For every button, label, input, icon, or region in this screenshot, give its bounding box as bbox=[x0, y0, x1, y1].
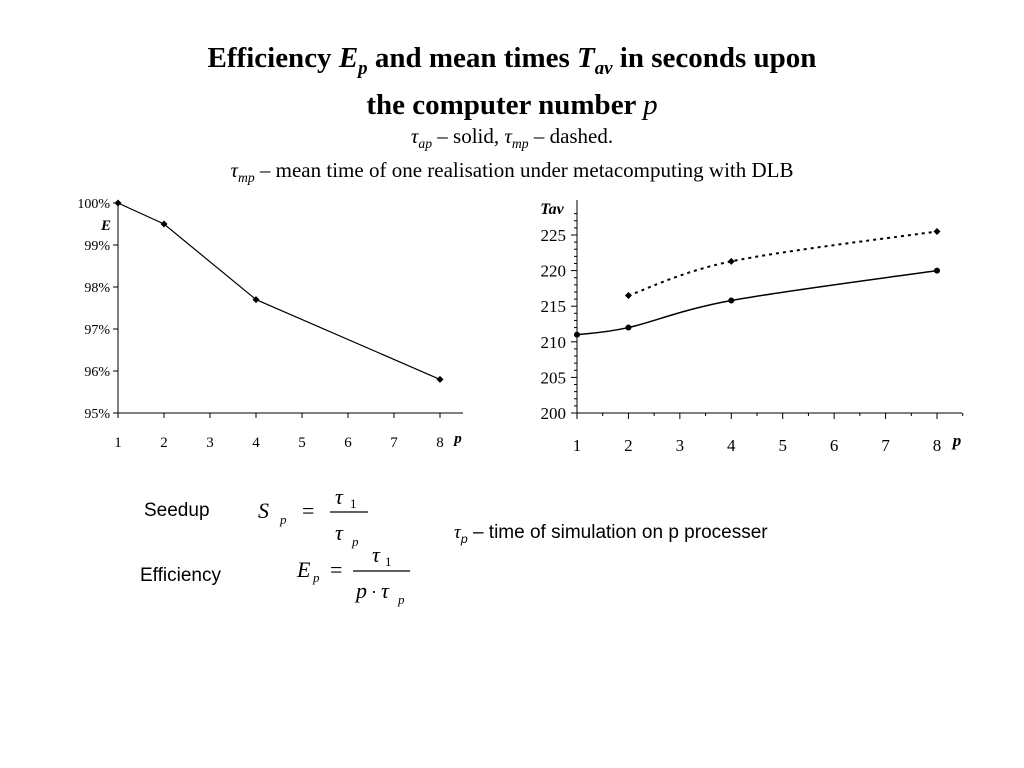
x-tick-label: 1 bbox=[572, 436, 582, 455]
y-tick-label: 98% bbox=[84, 281, 110, 296]
data-point bbox=[934, 268, 940, 274]
ap-sub: ap bbox=[418, 135, 433, 151]
data-point bbox=[437, 376, 444, 383]
formulas-svg bbox=[250, 480, 430, 610]
y-axis-label: E bbox=[100, 218, 112, 234]
x-tick-label: 8 bbox=[932, 436, 942, 455]
legend-text: – solid, bbox=[432, 123, 505, 148]
formula-eq: = bbox=[302, 498, 315, 523]
tau-sub: p bbox=[460, 531, 468, 546]
x-tick-label: 7 bbox=[390, 435, 398, 451]
description-text: – mean time of one realisation under metacomputing with DLB bbox=[254, 157, 794, 182]
formula-dot: · bbox=[371, 582, 377, 602]
title-T: T bbox=[577, 42, 595, 74]
formula-eq: = bbox=[330, 557, 343, 582]
data-point bbox=[625, 292, 632, 299]
title-p: p bbox=[643, 88, 658, 121]
y-tick-label: 99% bbox=[84, 239, 110, 254]
y-tick-label: 225 bbox=[540, 226, 566, 245]
formula-p: p bbox=[356, 578, 367, 603]
title-T-sub: av bbox=[594, 57, 613, 79]
title-E: E bbox=[338, 42, 359, 74]
y-axis-label: Tav bbox=[540, 201, 564, 218]
formula-tau: τ bbox=[372, 542, 380, 567]
data-point bbox=[625, 325, 631, 331]
formula-p: p bbox=[398, 592, 405, 607]
y-tick-label: 220 bbox=[540, 261, 566, 281]
x-tick-label: 7 bbox=[881, 436, 890, 455]
formula-tau: τ bbox=[335, 520, 343, 545]
x-tick-label: 5 bbox=[298, 435, 306, 451]
formula-E: E bbox=[297, 557, 311, 582]
y-tick-label: 100% bbox=[77, 197, 110, 212]
formula-p: p bbox=[352, 534, 359, 549]
efficiency-plot bbox=[77, 197, 463, 451]
tau-symbol: τ bbox=[410, 123, 419, 148]
tau-symbol: τ bbox=[504, 123, 512, 148]
data-point bbox=[115, 200, 122, 207]
formula-tau: τ bbox=[381, 578, 389, 603]
title-text: and mean times bbox=[367, 42, 578, 74]
mean-time-plot bbox=[540, 200, 962, 455]
y-tick-label: 96% bbox=[84, 365, 110, 380]
y-tick-label: 200 bbox=[540, 404, 566, 423]
data-point bbox=[934, 228, 941, 235]
y-tick-label: 215 bbox=[540, 297, 566, 317]
x-tick-label: 4 bbox=[252, 435, 260, 451]
title-text: Efficiency bbox=[207, 42, 339, 74]
y-tick-label: 210 bbox=[540, 332, 566, 352]
mp-sub: mp bbox=[511, 135, 529, 151]
formula-S-sub: p bbox=[280, 512, 287, 527]
y-tick-label: 205 bbox=[540, 368, 566, 388]
efficiency-label: Efficiency bbox=[140, 565, 221, 586]
y-tick-label: 97% bbox=[84, 323, 110, 338]
formula-E-sub: p bbox=[313, 570, 320, 585]
title-text: in seconds upon bbox=[612, 42, 817, 74]
formula-one: 1 bbox=[385, 554, 392, 569]
title-text: the computer number bbox=[366, 88, 644, 121]
tau-note-text: – time of simulation on p processer bbox=[467, 522, 768, 543]
x-tick-label: 6 bbox=[344, 435, 352, 451]
x-tick-label: 3 bbox=[675, 436, 685, 455]
formula-tau: τ bbox=[335, 484, 343, 509]
tau-symbol: τ bbox=[230, 157, 238, 182]
x-tick-label: 3 bbox=[206, 435, 214, 451]
x-tick-label: 5 bbox=[778, 436, 787, 455]
data-point bbox=[574, 332, 580, 338]
legend-text: – dashed. bbox=[528, 123, 614, 148]
formula-one: 1 bbox=[350, 496, 357, 511]
mp-sub: mp bbox=[237, 170, 255, 186]
tau-symbol: τ bbox=[454, 522, 461, 543]
x-axis-label: p bbox=[952, 431, 962, 450]
x-axis-label: p bbox=[454, 431, 462, 447]
x-tick-label: 8 bbox=[436, 435, 444, 451]
x-tick-label: 2 bbox=[160, 435, 168, 451]
data-point bbox=[728, 298, 734, 304]
series-line-solid bbox=[577, 271, 937, 335]
x-tick-label: 1 bbox=[114, 435, 122, 451]
tau-p-note bbox=[454, 522, 768, 546]
formula-S: S bbox=[258, 498, 269, 523]
series-line bbox=[118, 203, 440, 379]
x-tick-label: 6 bbox=[829, 436, 839, 455]
series-line-dashed bbox=[628, 231, 937, 295]
title-E-sub: p bbox=[358, 57, 368, 79]
y-tick-label: 95% bbox=[84, 407, 110, 422]
speedup-label: Seedup bbox=[144, 500, 210, 521]
data-point bbox=[728, 258, 735, 265]
x-tick-label: 4 bbox=[727, 436, 736, 455]
x-tick-label: 2 bbox=[624, 436, 633, 455]
